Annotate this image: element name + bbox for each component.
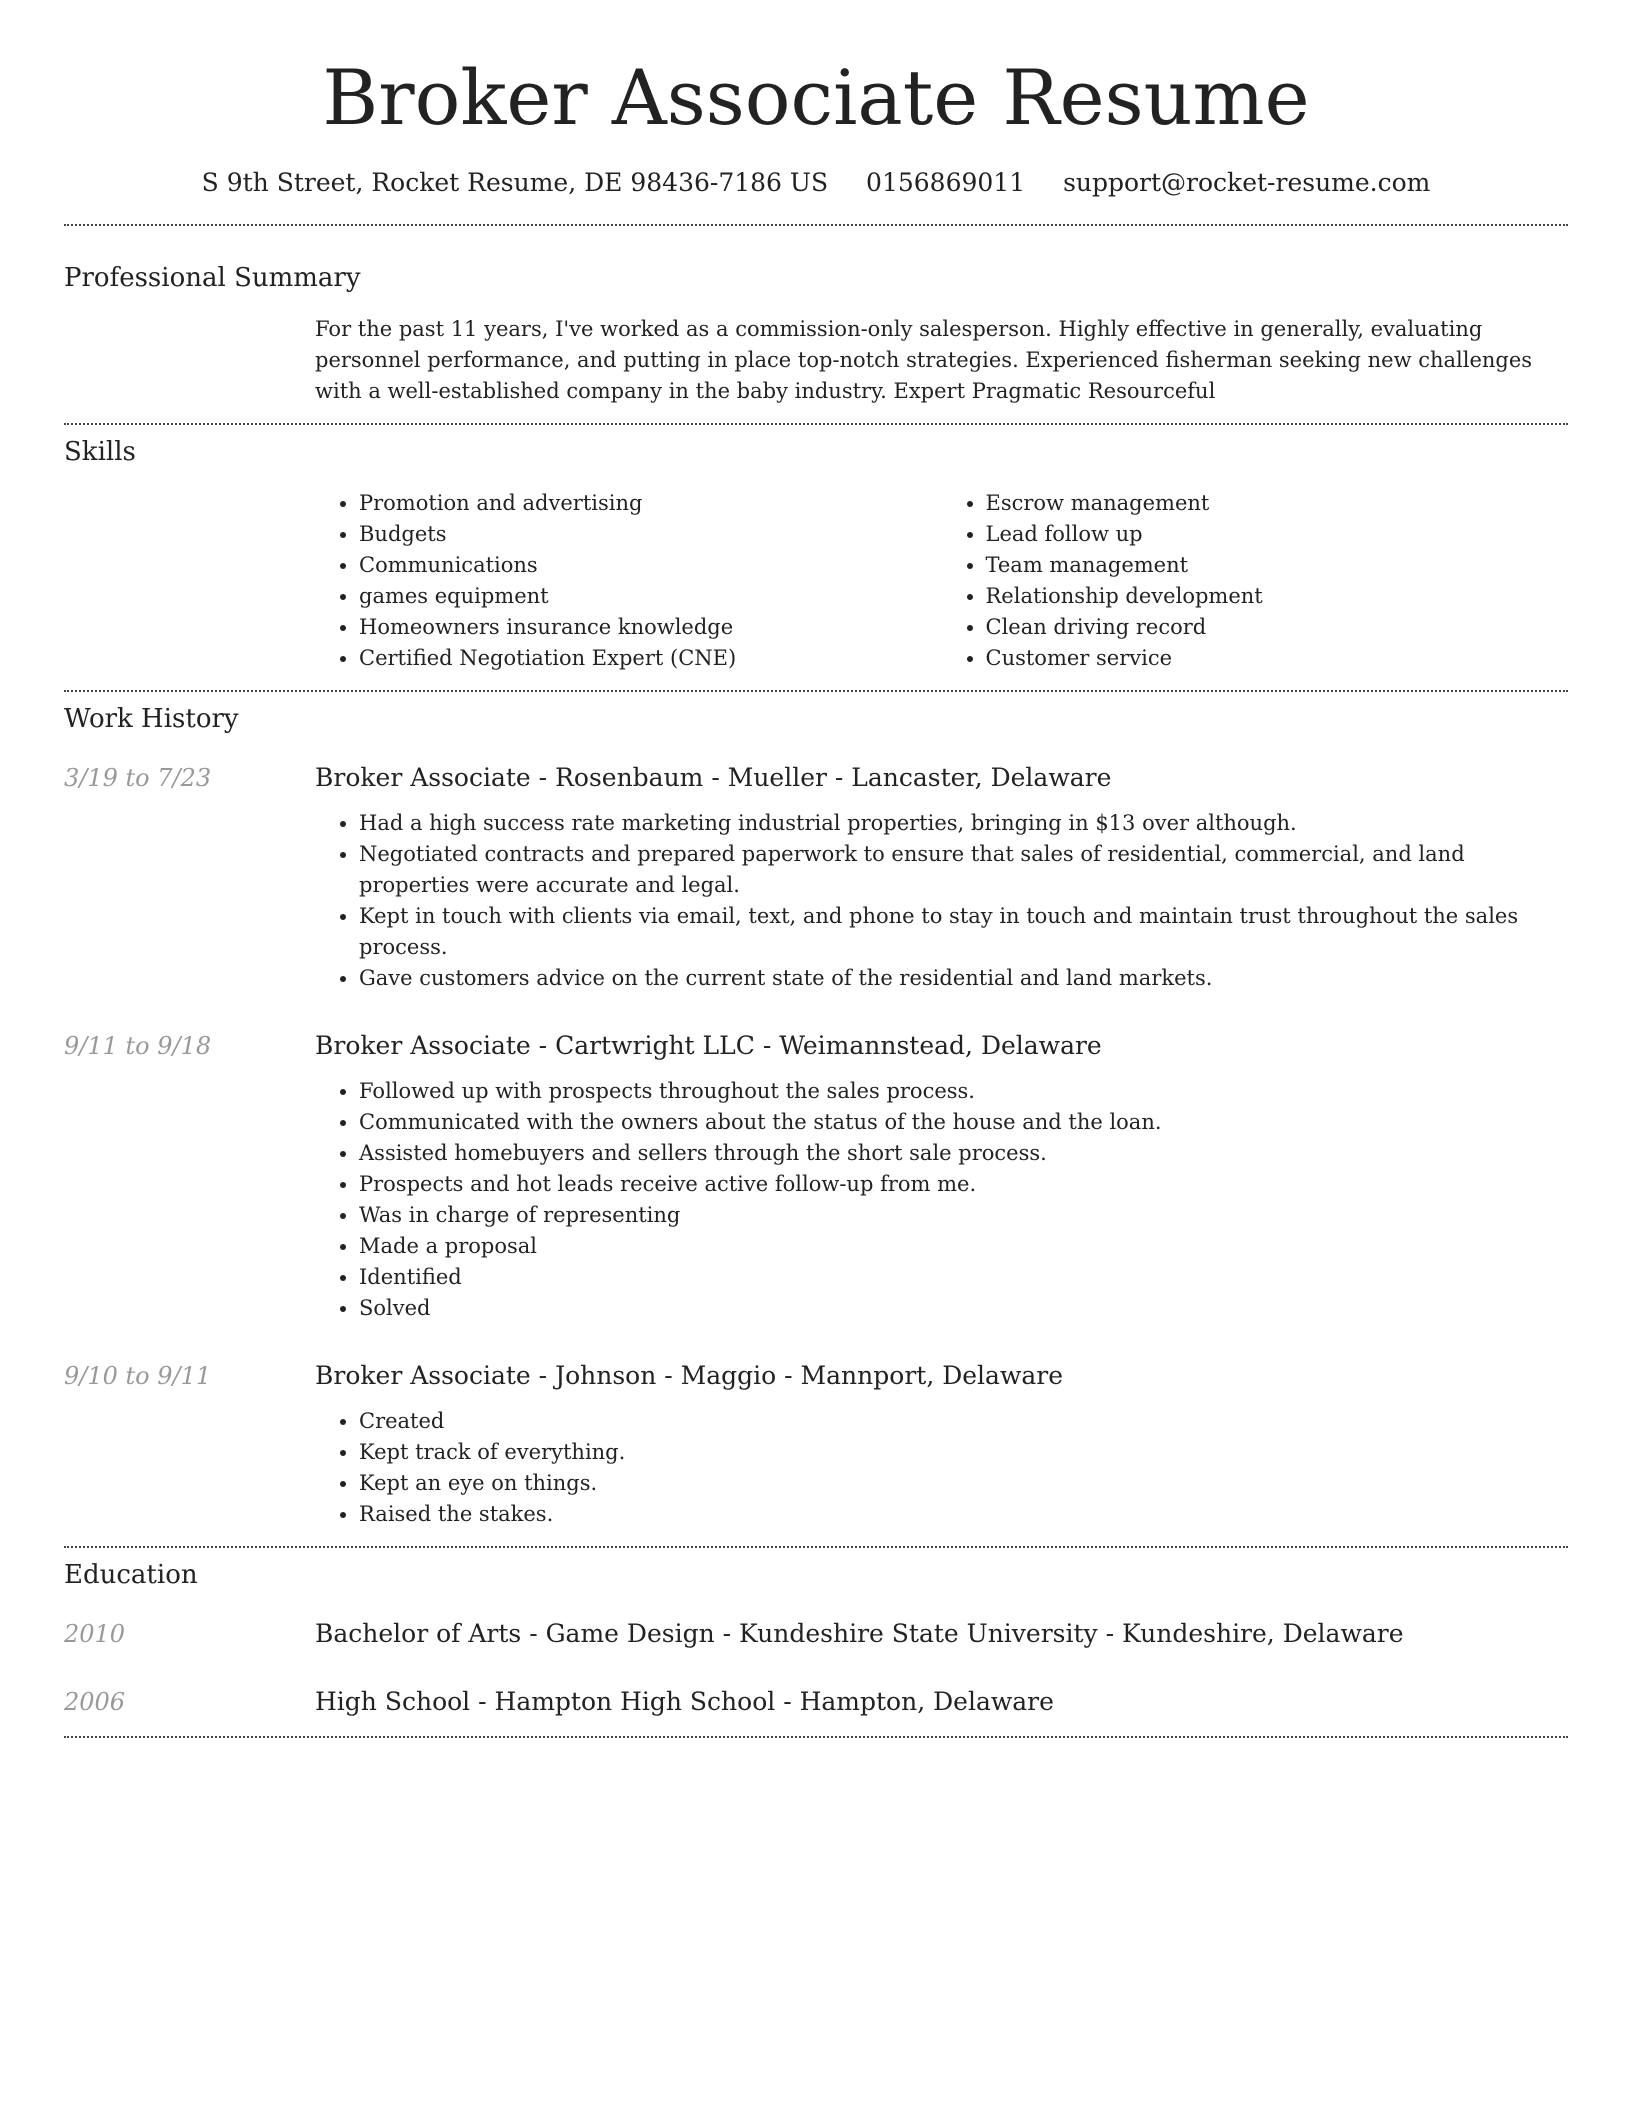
contact-email[interactable]: support@rocket-resume.com: [1063, 168, 1431, 197]
job-bullet: • Kept an eye on things.: [359, 1468, 1568, 1499]
job-bullet: • Negotiated contracts and prepared paperwork to ensure that sales of residential, commercial, and land properties were accurate and legal.: [359, 839, 1568, 901]
education-entry: [64, 1617, 1568, 1651]
job-bullet: • Had a high success rate marketing industrial properties, bringing in $13 over although.: [359, 808, 1568, 839]
skills-list-right: [942, 488, 1569, 674]
skill-item: • Budgets: [359, 519, 942, 550]
education-entry: [64, 1685, 1568, 1719]
education-year: 2010: [64, 1620, 126, 1648]
contact-line: [64, 166, 1568, 200]
job-bullet: • Solved: [359, 1293, 1568, 1324]
job-bullet: • Communicated with the owners about the status of the house and the loan.: [359, 1107, 1568, 1138]
education-section: [64, 1548, 1568, 1719]
job-bullet: • Identified: [359, 1262, 1568, 1293]
job-bullets: [315, 1076, 1568, 1324]
job-bullet: • Gave customers advice on the current state of the residential and land markets.: [359, 963, 1568, 994]
skill-item: • Team management: [986, 550, 1569, 581]
job-dates: 9/10 to 9/11: [64, 1362, 212, 1390]
education-degree: High School - Hampton High School - Hampton, Delaware: [315, 1687, 1054, 1716]
skill-item: • Lead follow up: [986, 519, 1569, 550]
skill-item: • Promotion and advertising: [359, 488, 942, 519]
job-bullet: • Prospects and hot leads receive active follow-up from me.: [359, 1169, 1568, 1200]
skill-item: • Homeowners insurance knowledge: [359, 612, 942, 643]
skill-item: • games equipment: [359, 581, 942, 612]
job-bullet: • Assisted homebuyers and sellers through the short sale process.: [359, 1138, 1568, 1169]
work-section: [64, 692, 1568, 1530]
skill-item: • Relationship development: [986, 581, 1569, 612]
job-bullets: [315, 808, 1568, 994]
skill-item: • Certified Negotiation Expert (CNE): [359, 643, 942, 674]
job-bullet: • Raised the stakes.: [359, 1499, 1568, 1530]
education-heading: Education: [64, 1560, 198, 1590]
job-bullets: [315, 1406, 1568, 1530]
summary-body: [315, 314, 1568, 407]
work-heading: Work History: [64, 704, 239, 734]
summary-heading: Professional Summary: [64, 263, 361, 293]
summary-section: [64, 226, 1568, 407]
skill-item: • Communications: [359, 550, 942, 581]
job-bullet: • Followed up with prospects throughout the sales process.: [359, 1076, 1568, 1107]
job-entry: [64, 1359, 1568, 1530]
skills-columns: [315, 488, 1568, 674]
job-dates: 9/11 to 9/18: [64, 1032, 212, 1060]
job-entry: [64, 761, 1568, 994]
contact-phone: 0156869011: [866, 168, 1026, 197]
job-bullet: • Kept track of everything.: [359, 1437, 1568, 1468]
skill-item: • Escrow management: [986, 488, 1569, 519]
job-title: Broker Associate - Johnson - Maggio - Mannport, Delaware: [315, 1361, 1063, 1390]
job-dates: 3/19 to 7/23: [64, 764, 212, 792]
skills-list-left: [315, 488, 942, 674]
skill-item: • Customer service: [986, 643, 1569, 674]
job-title: Broker Associate - Cartwright LLC - Weimannstead, Delaware: [315, 1031, 1102, 1060]
education-degree: Bachelor of Arts - Game Design - Kundeshire State University - Kundeshire, Delaware: [315, 1619, 1404, 1648]
skills-section: [64, 425, 1568, 674]
job-bullet: • Created: [359, 1406, 1568, 1437]
resume-page: [64, 0, 1568, 1738]
divider: [64, 1736, 1568, 1738]
education-year: 2006: [64, 1688, 126, 1716]
job-bullet: • Made a proposal: [359, 1231, 1568, 1262]
job-title: Broker Associate - Rosenbaum - Mueller - Lancaster, Delaware: [315, 763, 1112, 792]
skills-heading: Skills: [64, 437, 136, 467]
skill-item: • Clean driving record: [986, 612, 1569, 643]
job-bullet: • Was in charge of representing: [359, 1200, 1568, 1231]
summary-text: For the past 11 years, I've worked as a commission-only salesperson. Highly effective in generally, evaluating personnel performance, and putting in place top-notch strategies. Experienced fisherman seeking new challenges with a well-established company in the baby industry. Expert Pragmatic Resourceful: [315, 317, 1533, 403]
job-entry: [64, 1029, 1568, 1324]
resume-title: Broker Associate Resume: [322, 53, 1310, 142]
contact-address: S 9th Street, Rocket Resume, DE 98436-7186 US: [201, 168, 829, 197]
job-bullet: • Kept in touch with clients via email, text, and phone to stay in touch and maintain trust throughout the sales process.: [359, 901, 1568, 963]
